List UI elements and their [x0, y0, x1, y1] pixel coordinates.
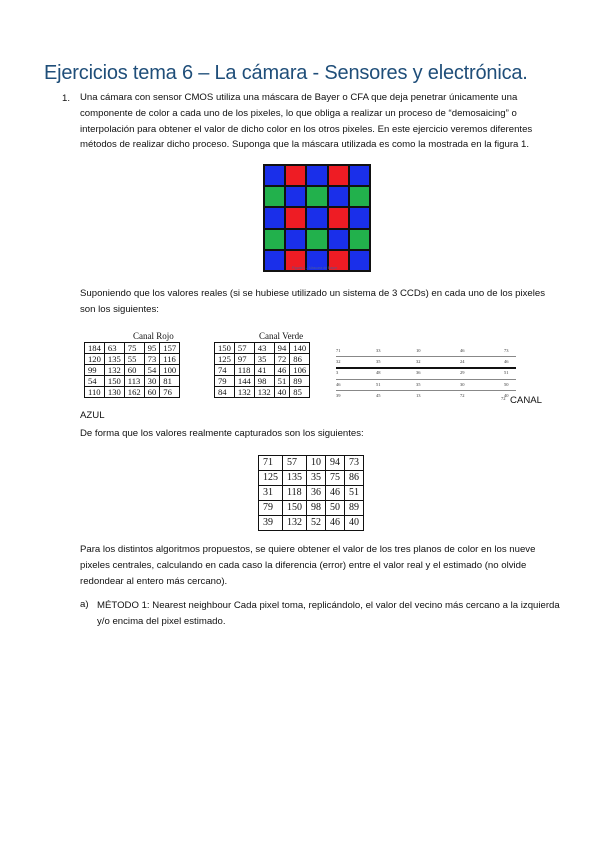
canal-azul-cell: 72 — [460, 393, 465, 398]
canal-verde-row — [215, 343, 310, 354]
canal-verde-cell: 98 — [254, 376, 274, 387]
canal-verde-cell: 106 — [290, 365, 310, 376]
canal-verde-row — [215, 354, 310, 365]
canal-verde-cell: 132 — [234, 387, 254, 398]
capturados-cell: 89 — [345, 501, 364, 516]
canal-azul-tail-prefix: 72 — [501, 396, 506, 401]
canal-rojo-cell: 73 — [144, 354, 160, 365]
canal-azul-cell: 32 — [416, 359, 421, 364]
canal-rojo-cell: 95 — [144, 343, 160, 354]
canal-rojo-row — [85, 376, 180, 387]
canal-rojo-cell: 81 — [160, 376, 180, 387]
capturados-cell: 35 — [307, 471, 326, 486]
canal-azul-cell: 36 — [416, 370, 421, 375]
canal-azul-cell: 51 — [504, 370, 509, 375]
canal-rojo-cell: 99 — [85, 365, 105, 376]
capturados-cell: 150 — [283, 501, 307, 516]
bayer-cell-green — [350, 230, 369, 249]
page-title: Ejercicios tema 6 – La cámara - Sensores y electrónica. — [44, 62, 528, 84]
canal-rojo-cell: 54 — [85, 376, 105, 387]
canal-verde-row — [215, 387, 310, 398]
canal-azul-cell: 29 — [460, 370, 465, 375]
canal-verde-cell: 86 — [290, 354, 310, 365]
canal-rojo-cell: 113 — [124, 376, 144, 387]
canal-verde-cell: 35 — [254, 354, 274, 365]
canal-verde-cell: 125 — [215, 354, 235, 365]
canal-verde-cell: 118 — [234, 365, 254, 376]
bayer-mask-figure — [263, 164, 371, 272]
bayer-cell-red — [329, 208, 348, 227]
canal-verde-row — [215, 376, 310, 387]
capturados-cell: 36 — [307, 486, 326, 501]
canal-azul-rule — [336, 356, 516, 357]
metodo-paragraph: MÉTODO 1: Nearest neighbour Cada pixel toma, replicándolo, el valor del vecino más cercano a la izquierda y/o encima del pixel estimado. — [97, 600, 560, 627]
canal-verde-cell: 84 — [215, 387, 235, 398]
canal-rojo-row — [85, 354, 180, 365]
capturados-row — [259, 471, 364, 486]
canal-azul-cell: 30 — [460, 382, 465, 387]
bayer-cell-blue — [307, 208, 326, 227]
bayer-cell-blue — [307, 166, 326, 185]
canal-verde-row — [215, 365, 310, 376]
suponiendo-paragraph: Suponiendo que los valores reales (si se hubiese utilizado un sistema de 3 CCDs) en cada uno de los pixeles son los siguientes: — [80, 288, 546, 315]
capturados-cell: 57 — [283, 456, 307, 471]
bayer-cell-blue — [350, 166, 369, 185]
canal-rojo-row — [85, 387, 180, 398]
canal-azul-cell: 33 — [376, 348, 381, 353]
canal-azul-rule — [336, 390, 516, 391]
canal-verde-cell: 89 — [290, 376, 310, 387]
canal-rojo-label: Canal Rojo — [133, 331, 174, 341]
metodo-letter: a) — [80, 599, 89, 610]
canal-verde-cell: 97 — [234, 354, 254, 365]
capturados-cell: 50 — [326, 501, 345, 516]
canal-azul-cell: 40 — [504, 393, 509, 398]
canal-rojo-cell: 162 — [124, 387, 144, 398]
capturados-table — [258, 455, 364, 531]
canal-rojo-cell: 135 — [104, 354, 124, 365]
bayer-cell-green — [265, 230, 284, 249]
capturados-cell: 75 — [326, 471, 345, 486]
capturados-row — [259, 501, 364, 516]
capturados-cell: 51 — [345, 486, 364, 501]
canal-rojo-cell: 75 — [124, 343, 144, 354]
bayer-cell-green — [265, 187, 284, 206]
capturados-cell: 46 — [326, 516, 345, 531]
canal-azul-cell: 35 — [416, 382, 421, 387]
figure-caption: Figura 1 – Máscara de Bayer — [292, 266, 338, 270]
canal-azul-cell: 10 — [416, 348, 421, 353]
canal-verde-cell: 85 — [290, 387, 310, 398]
canal-azul-cell: 13 — [416, 393, 421, 398]
canal-rojo-cell: 54 — [144, 365, 160, 376]
capturados-cell: 125 — [259, 471, 283, 486]
canal-rojo-cell: 100 — [160, 365, 180, 376]
bayer-cell-green — [307, 230, 326, 249]
canal-azul-cell: 46 — [504, 359, 509, 364]
bayer-cell-blue — [265, 166, 284, 185]
canal-verde-cell: 43 — [254, 343, 274, 354]
canal-verde-cell: 40 — [274, 387, 290, 398]
capturados-cell: 132 — [283, 516, 307, 531]
capturados-cell: 94 — [326, 456, 345, 471]
bayer-cell-blue — [350, 251, 369, 270]
canal-rojo-table — [84, 342, 180, 398]
canal-azul-cell: 35 — [376, 359, 381, 364]
canal-rojo-cell: 157 — [160, 343, 180, 354]
capturados-cell: 71 — [259, 456, 283, 471]
canal-verde-cell: 46 — [274, 365, 290, 376]
canal-azul-cell: 71 — [336, 348, 341, 353]
capturados-cell: 40 — [345, 516, 364, 531]
canal-azul-cell: 46 — [460, 348, 465, 353]
canal-rojo-cell: 132 — [104, 365, 124, 376]
capturados-cell: 79 — [259, 501, 283, 516]
capturados-cell: 52 — [307, 516, 326, 531]
capturados-cell: 118 — [283, 486, 307, 501]
canal-azul-tail: CANAL — [510, 395, 542, 406]
canal-azul-cell: 73 — [504, 348, 509, 353]
canal-verde-cell: 150 — [215, 343, 235, 354]
canal-azul-rule — [336, 379, 516, 380]
canal-azul-cell: 3 — [336, 370, 339, 375]
capturados-cell: 135 — [283, 471, 307, 486]
canal-rojo-row — [85, 365, 180, 376]
canal-azul-cell: 39 — [336, 393, 341, 398]
canal-verde-cell: 74 — [215, 365, 235, 376]
canal-rojo-cell: 116 — [160, 354, 180, 365]
bayer-cell-green — [307, 187, 326, 206]
canal-verde-label: Canal Verde — [259, 331, 304, 341]
canal-verde-cell: 41 — [254, 365, 274, 376]
canal-azul-cell: 48 — [376, 370, 381, 375]
capturados-row — [259, 486, 364, 501]
canal-azul-cell: 32 — [336, 359, 341, 364]
canal-rojo-cell: 110 — [85, 387, 105, 398]
canal-verde-cell: 51 — [274, 376, 290, 387]
canal-verde-cell: 79 — [215, 376, 235, 387]
algoritmos-paragraph: Para los distintos algoritmos propuestos, se quiere obtener el valor de los tres planos de color en los nueve pixeles centrales, calculando en cada caso la diferencia (error) entre el valor real y el estimado (no olvide redondear al entero más cercano). — [80, 544, 536, 587]
canal-verde-cell: 140 — [290, 343, 310, 354]
capturados-cell: 10 — [307, 456, 326, 471]
capturados-row — [259, 516, 364, 531]
capturados-cell: 98 — [307, 501, 326, 516]
bayer-cell-blue — [286, 230, 305, 249]
canal-azul-table — [336, 346, 536, 404]
canal-rojo-cell: 130 — [104, 387, 124, 398]
bayer-cell-blue — [265, 251, 284, 270]
bayer-cell-blue — [329, 187, 348, 206]
canal-azul-cell: 46 — [336, 382, 341, 387]
canal-azul-label: AZUL — [80, 410, 105, 421]
canal-rojo-cell: 60 — [124, 365, 144, 376]
canal-verde-cell: 132 — [254, 387, 274, 398]
canal-verde-cell: 72 — [274, 354, 290, 365]
canal-rojo-cell: 150 — [104, 376, 124, 387]
bayer-cell-blue — [265, 208, 284, 227]
canal-verde-cell: 57 — [234, 343, 254, 354]
bayer-cell-red — [286, 166, 305, 185]
bayer-cell-blue — [329, 230, 348, 249]
capturados-cell: 73 — [345, 456, 364, 471]
canal-azul-rule — [336, 367, 516, 369]
bayer-cell-green — [350, 187, 369, 206]
canal-rojo-cell: 30 — [144, 376, 160, 387]
capturados-cell: 39 — [259, 516, 283, 531]
capturados-cell: 86 — [345, 471, 364, 486]
canal-rojo-cell: 76 — [160, 387, 180, 398]
canal-verde-cell: 144 — [234, 376, 254, 387]
bayer-cell-blue — [286, 187, 305, 206]
canal-azul-cell: 45 — [376, 393, 381, 398]
canal-rojo-row — [85, 343, 180, 354]
canal-rojo-cell: 60 — [144, 387, 160, 398]
capturados-cell: 31 — [259, 486, 283, 501]
intro-paragraph: Una cámara con sensor CMOS utiliza una máscara de Bayer o CFA que deja penetrar únicamente una componente de color a cada uno de los pixeles, lo que obliga a realizar un proceso de “demosaicing” o interpolación para obtener el valor de dicho color en los otros pixeles. En este ejercicio veremos diferentes métodos de realizar dicho proceso. Suponga que la máscara utilizada es como la mostrada en la figura 1. — [80, 92, 533, 151]
forma-paragraph: De forma que los valores realmente capturados son los siguientes: — [80, 428, 364, 439]
item-number: 1. — [62, 93, 71, 104]
canal-rojo-cell: 120 — [85, 354, 105, 365]
canal-rojo-cell: 55 — [124, 354, 144, 365]
canal-azul-cell: 51 — [376, 382, 381, 387]
canal-azul-cell: 50 — [504, 382, 509, 387]
canal-rojo-cell: 184 — [85, 343, 105, 354]
canal-rojo-cell: 63 — [104, 343, 124, 354]
canal-azul-cell: 24 — [460, 359, 465, 364]
capturados-row — [259, 456, 364, 471]
canal-verde-cell: 94 — [274, 343, 290, 354]
capturados-cell: 46 — [326, 486, 345, 501]
canal-verde-table — [214, 342, 310, 398]
bayer-cell-red — [286, 208, 305, 227]
bayer-cell-red — [329, 166, 348, 185]
bayer-cell-blue — [350, 208, 369, 227]
